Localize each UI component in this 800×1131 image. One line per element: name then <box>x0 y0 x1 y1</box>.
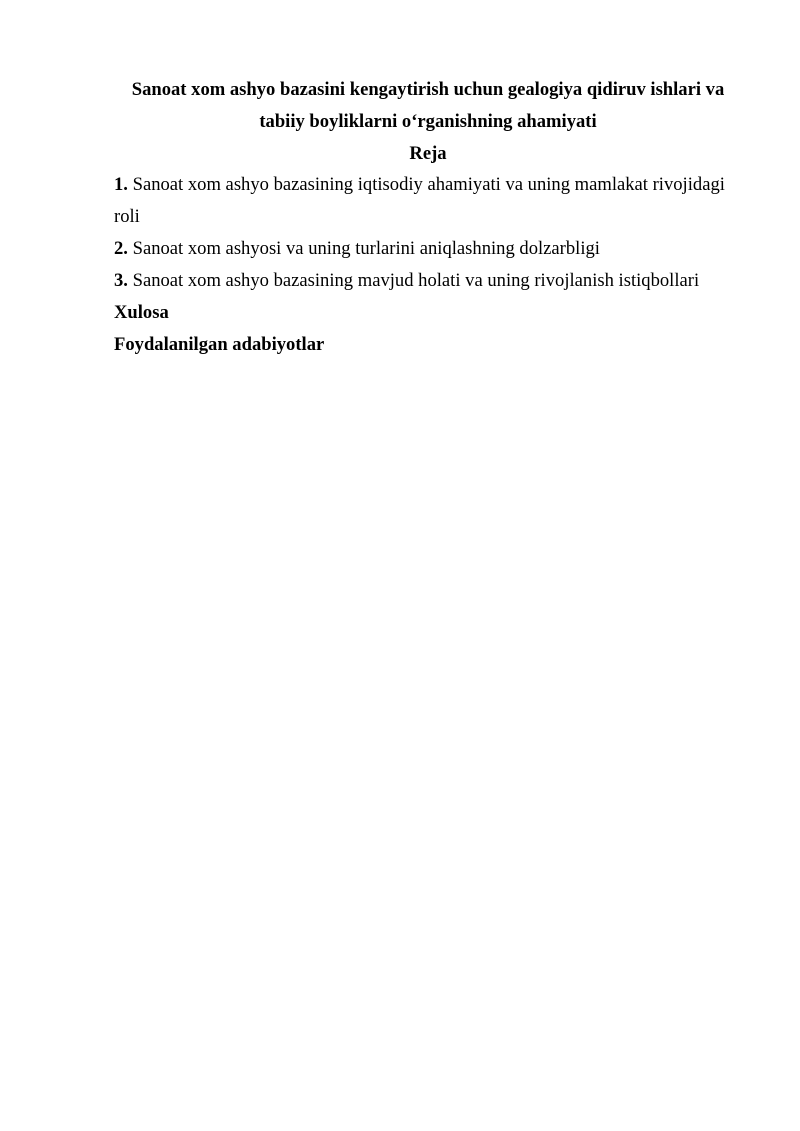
plan-item-text: Sanoat xom ashyo bazasining iqtisodiy ahamiyati va uning mamlakat rivojidagi <box>127 174 725 195</box>
plan-item-number: 3. <box>114 270 128 291</box>
references-heading: Foydalanilgan adabiyotlar <box>114 334 325 355</box>
plan-item-text: Sanoat xom ashyo bazasining mavjud holati va uning rivojlanish istiqbollari <box>127 270 700 291</box>
plan-item-number: 2. <box>114 238 128 259</box>
conclusion-heading: Xulosa <box>114 302 169 323</box>
plan-heading: Reja <box>409 143 447 164</box>
plan-item-1-continuation: roli <box>114 206 140 227</box>
title-line-2: tabiiy boyliklarni o‘rganishning ahamiyati <box>259 110 597 132</box>
title-line-1: Sanoat xom ashyo bazasini kengaytirish uchun gealogiya qidiruv ishlari va <box>131 79 725 100</box>
document-title <box>114 74 742 137</box>
plan-item-number: 1. <box>114 174 128 195</box>
plan-item-2 <box>114 233 744 265</box>
plan-item-text: Sanoat xom ashyosi va uning turlarini aniqlashning dolzarbligi <box>127 238 600 259</box>
plan-item-3 <box>114 265 744 297</box>
plan-list <box>114 169 744 361</box>
plan-item-1 <box>114 169 744 201</box>
